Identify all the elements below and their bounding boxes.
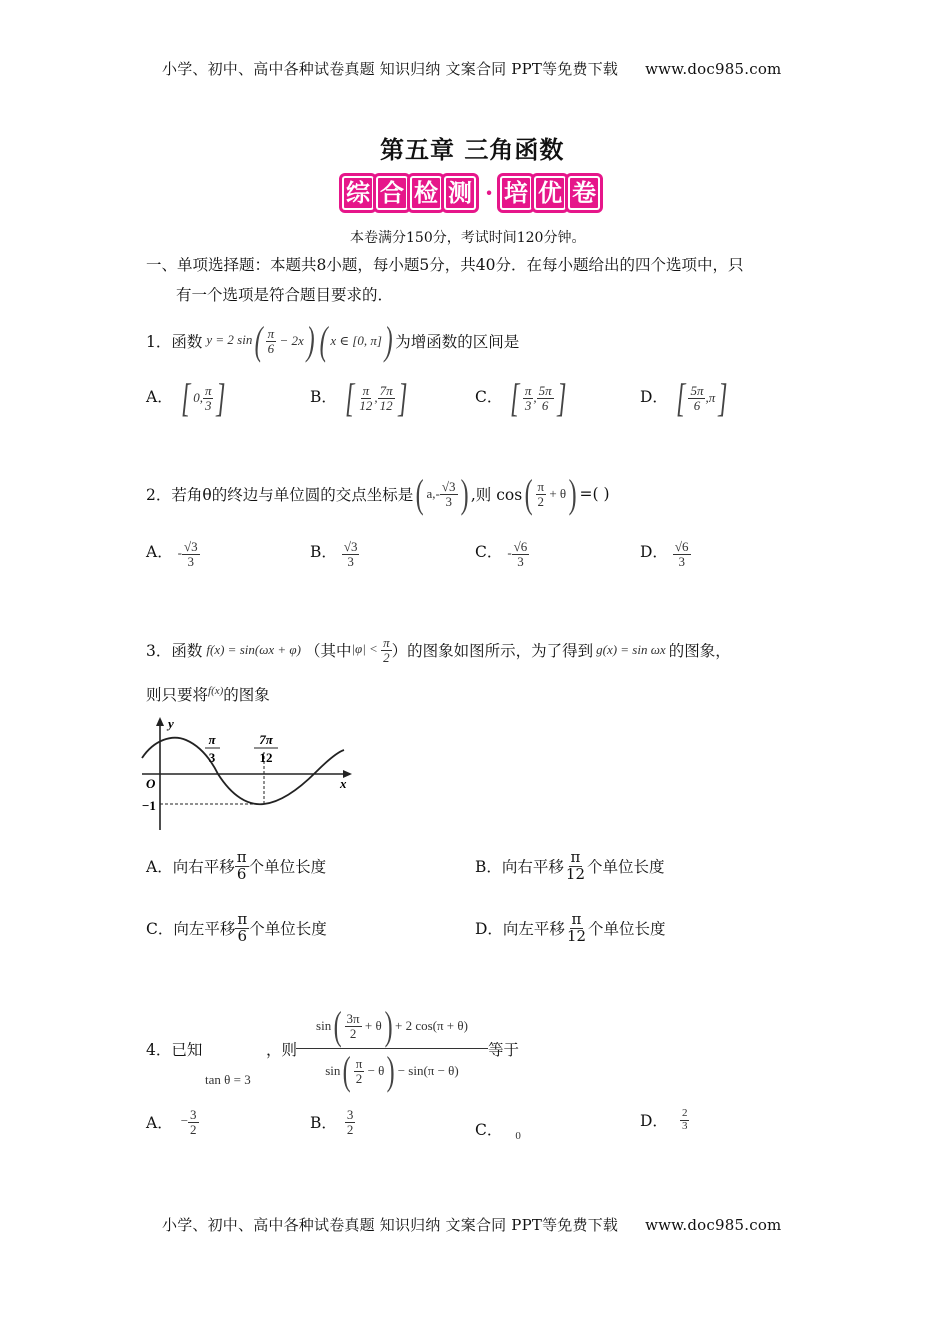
option-label: B． [310, 388, 337, 406]
frac-num: π [571, 910, 582, 928]
question-3-line2: 则只要将$^{f(x)}$的图象 [146, 684, 270, 704]
option-label: B． [310, 543, 337, 562]
q3-option-c[interactable] [146, 912, 327, 945]
option-label: C． [475, 1121, 503, 1139]
option-label: A． [146, 543, 173, 562]
option-unit: 个单位长度 [248, 858, 327, 877]
q1-tail: 为增函数的区间是 [395, 333, 520, 351]
banner-char: 测 [444, 176, 476, 210]
origin-label: O [146, 776, 156, 791]
q1-option-c[interactable]: C． [ $\frac{\pi}{3}$ , $\frac{5\pi}{6}$ ] [475, 375, 567, 420]
question-2: 2．若角θ的终边与单位圆的交点坐标是 ( a,- $\frac{√3}{3}$ ) ,则 cos ( $\frac{\pi}{2}$ + θ ) =( ) [146, 471, 610, 516]
y-label: y [168, 716, 174, 731]
frac-num: π [570, 848, 581, 866]
banner [342, 176, 602, 210]
banner-char: 综 [342, 176, 374, 210]
frac-den: 12 [565, 864, 585, 883]
minus-one-label: −1 [142, 798, 156, 813]
q2-option-d[interactable]: D． $\frac{√6}{3}$ [640, 539, 689, 569]
q2-option-c[interactable]: C． - $\frac{√6}{3}$ [475, 539, 528, 569]
frac-num: π [237, 910, 248, 928]
q4-option-a[interactable]: A． − $\frac{3}{2}$ [146, 1107, 197, 1137]
banner-dot: · [484, 178, 494, 207]
q4-option-d[interactable]: D． $\frac{2}{3}$ [640, 1107, 688, 1132]
q2-option-b[interactable]: B． $\frac{√3}{3}$ [310, 539, 358, 569]
section-line1: 一、单项选择题：本题共8小题，每小题5分，共40分．在每小题给出的四个选项中，只 [146, 256, 744, 274]
option-unit: 个单位长度 [249, 920, 327, 939]
q4-comma: ，则 [266, 1041, 298, 1059]
frac-den: 6 [237, 926, 248, 945]
option-label: D．向左平移 [475, 920, 565, 939]
q3-tail: 的图象， [668, 642, 731, 660]
option-label: D． [640, 543, 668, 562]
q1-formula: y = 2 sin ( $\frac{\pi}{6}$ − 2x ) ( x ∈ [0, π] ) [206, 318, 393, 363]
question-1 [146, 318, 519, 364]
q3-graph [140, 714, 360, 832]
q1-option-b[interactable]: B． [ $\frac{\pi}{12}$ , $\frac{7\pi}{12}$ ] [310, 375, 408, 420]
frac-den: 6 [236, 864, 247, 883]
q3-line2b: 的图象 [223, 686, 270, 704]
page-title: 第五章 三角函数 [380, 135, 565, 164]
q3-option-d[interactable] [475, 912, 666, 945]
frac-den: 12 [566, 926, 587, 945]
banner-char: 优 [534, 176, 566, 210]
q2-mid: ,则 cos [470, 486, 523, 504]
q4-given: tan θ = 3 [205, 1072, 251, 1087]
page-footer [162, 1214, 781, 1235]
footer-text: 小学、初中、高中各种试卷真题 知识归纳 文案合同 PPT等免费下载 [162, 1216, 619, 1234]
section-line2: 有一个选项是符合题目要求的． [176, 286, 394, 304]
q1-stem: 1．函数 [146, 333, 203, 351]
sine-curve [142, 738, 344, 805]
q2-stem: 2．若角θ的终边与单位圆的交点坐标是 [146, 486, 414, 504]
question-4 [146, 1038, 202, 1060]
exam-info: 本卷满分150分，考试时间120分钟。 [350, 230, 586, 246]
x-label: x [340, 776, 347, 791]
q3-stem: 3．函数 [146, 642, 203, 660]
q3-mid2: ）的图象如图所示，为了得到 [391, 642, 594, 660]
option-label: C． [475, 543, 503, 562]
banner-char: 合 [376, 176, 408, 210]
option-label: C． [475, 388, 503, 406]
option-label: D． [640, 1112, 668, 1131]
q3-mid1: （其中 [304, 642, 352, 660]
banner-char: 卷 [568, 176, 600, 210]
frac-num: π [236, 848, 247, 866]
tick-pi-3-den: 3 [208, 750, 216, 765]
tick-7pi-12-num: 7π [259, 732, 273, 747]
q2-tail: =( ) [579, 485, 610, 503]
option-label: D． [640, 388, 668, 406]
q4-option-c[interactable]: C． $_0$ [475, 1121, 521, 1143]
page-header [162, 58, 781, 79]
q3-line2a: 则只要将 [146, 686, 209, 704]
banner-char: 检 [410, 176, 442, 210]
option-label: A． [146, 388, 173, 406]
q2-option-a[interactable]: A． - $\frac{√3}{3}$ [146, 539, 198, 569]
q1-option-a[interactable]: A． [ 0, $\frac{\pi}{3}$ ] [146, 375, 226, 420]
y-axis-arrow [156, 717, 164, 726]
option-label: C．向左平移 [146, 920, 236, 939]
banner-char: 培 [500, 176, 532, 210]
header-text: 小学、初中、高中各种试卷真题 知识归纳 文案合同 PPT等免费下载 [162, 60, 619, 78]
option-unit: 个单位长度 [588, 920, 666, 939]
option-label: B．向右平移 [475, 858, 564, 877]
question-3: 3．函数 f(x) = sin(ωx + φ) （其中 |φ| < $\frac{\pi}{2}$ ）的图象如图所示，为了得到 g(x) = sin ωx 的图象， [146, 634, 731, 665]
option-label: A．向右平移 [146, 858, 235, 877]
q4-expression: sin ( $\frac{3\pi}{2}$ + θ ) + 2 cos(π + θ) sin ( $\frac{\pi}{2}$ − θ ) − sin(π − θ) [296, 1006, 488, 1091]
footer-url[interactable]: www.doc985.com [645, 1216, 782, 1234]
option-label: B． [310, 1114, 337, 1133]
tick-7pi-12-den: 12 [259, 750, 273, 765]
q3-option-b[interactable] [475, 850, 665, 883]
q4-option-b[interactable]: B． $\frac{3}{2}$ [310, 1107, 354, 1137]
option-label: A． [146, 1114, 173, 1133]
option-unit: 个单位长度 [587, 858, 665, 877]
q3-option-a[interactable] [146, 850, 326, 883]
q4-tail: 等于 [488, 1041, 520, 1059]
q1-option-d[interactable]: D． [ $\frac{5\pi}{6}$ ,π ] [640, 375, 728, 420]
q4-stem: 4．已知 [146, 1041, 203, 1059]
tick-pi-3-num: π [208, 732, 216, 747]
section-heading [146, 250, 826, 310]
header-url[interactable]: www.doc985.com [645, 60, 782, 78]
